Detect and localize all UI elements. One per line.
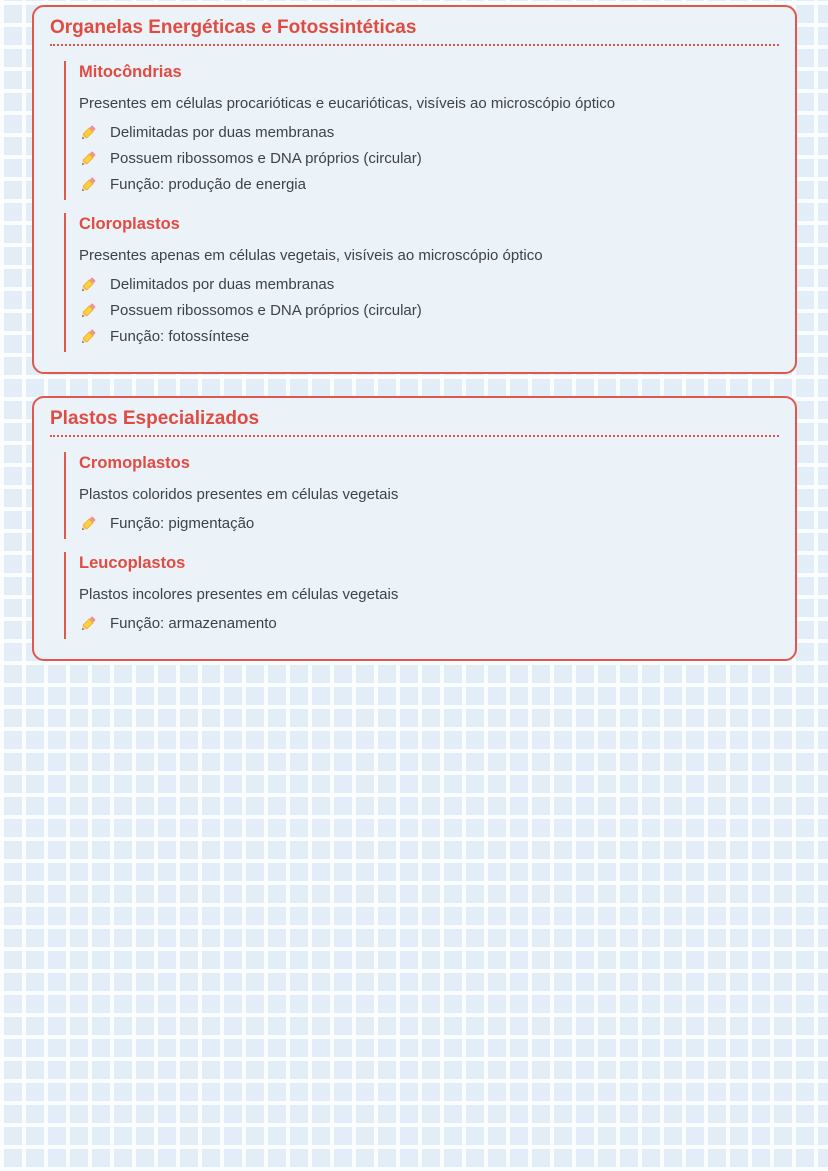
bullet-list [79,123,779,195]
list-item [79,301,779,321]
pencil-icon [79,615,97,633]
pencil-icon [79,124,97,142]
pencil-icon [79,150,97,168]
bullet-list [79,275,779,347]
subsection-description: Plastos coloridos presentes em células vegetais [79,486,399,503]
list-item [79,514,779,534]
subsection-leucoplastos [64,552,779,639]
pencil-icon [79,515,97,533]
section-card-organelas-energeticas [32,5,797,374]
subsection-title: Mitocôndrias [79,63,182,81]
subsection-description: Presentes apenas em células vegetais, visíveis ao microscópio óptico [79,247,543,264]
bullet-text: Possuem ribossomos e DNA próprios (circular) [110,150,422,167]
list-item [79,175,779,195]
pencil-icon [79,276,97,294]
section-card-plastos-especializados [32,396,797,661]
bullet-text: Delimitadas por duas membranas [110,124,335,141]
bullet-text: Delimitados por duas membranas [110,276,335,293]
pencil-icon [79,302,97,320]
list-item [79,275,779,295]
bullet-text: Função: fotossíntese [110,328,250,345]
subsection-description: Presentes em células procarióticas e eucarióticas, visíveis ao microscópio óptico [79,95,616,112]
section-title: Organelas Energéticas e Fotossintéticas [50,17,779,46]
bullet-list [79,614,779,634]
pencil-icon [79,176,97,194]
subsection-title: Cromoplastos [79,454,190,472]
section-title: Plastos Especializados [50,408,779,437]
subsection-title: Leucoplastos [79,554,186,572]
subsection-description: Plastos incolores presentes em células vegetais [79,586,399,603]
bullet-text: Função: pigmentação [110,515,255,532]
pencil-icon [79,328,97,346]
subsection-mitocondrias [64,61,779,200]
list-item [79,123,779,143]
list-item [79,149,779,169]
bullet-list [79,514,779,534]
list-item [79,327,779,347]
bullet-text: Função: produção de energia [110,176,306,193]
bullet-text: Função: armazenamento [110,615,277,632]
subsection-cloroplastos [64,213,779,352]
list-item [79,614,779,634]
subsection-cromoplastos [64,452,779,539]
bullet-text: Possuem ribossomos e DNA próprios (circular) [110,302,422,319]
subsection-title: Cloroplastos [79,215,180,233]
